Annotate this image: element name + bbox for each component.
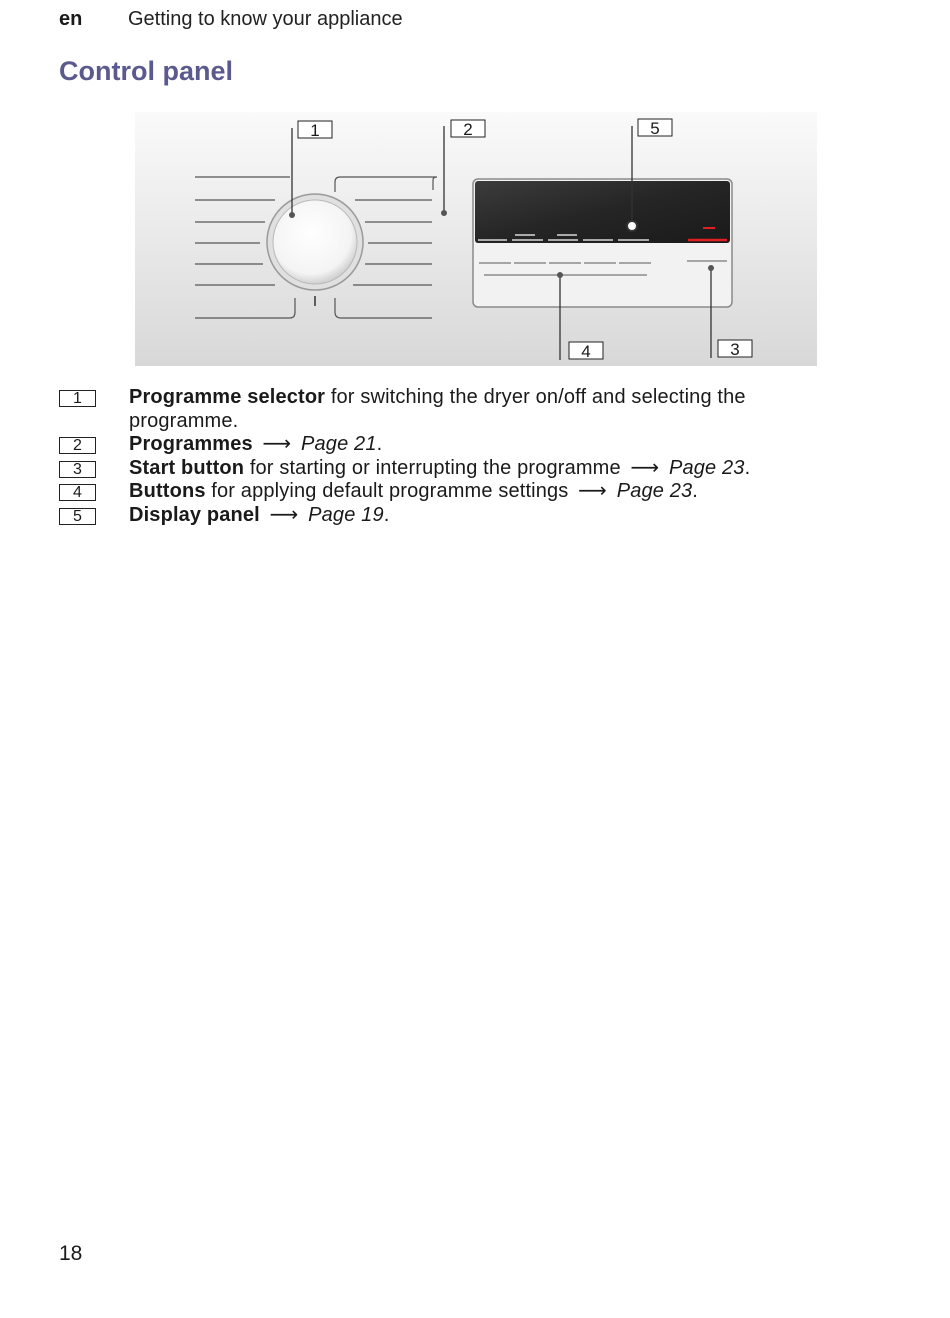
callout-1: 1 bbox=[310, 121, 320, 140]
callout-5: 5 bbox=[650, 119, 660, 138]
page-title: Control panel bbox=[59, 56, 233, 86]
callout-2: 2 bbox=[463, 120, 473, 139]
page-reference[interactable]: Page 23 bbox=[616, 480, 693, 502]
legend-term: Start button bbox=[129, 456, 245, 479]
legend-description: for starting or interrupting the programme bbox=[244, 456, 621, 479]
arrow-icon: ⟶ bbox=[630, 456, 660, 479]
legend-term: Buttons bbox=[129, 480, 206, 502]
page-reference[interactable]: Page 23 bbox=[669, 456, 745, 479]
legend-term: Display panel bbox=[129, 503, 260, 526]
arrow-icon: ⟶ bbox=[262, 433, 292, 455]
control-panel-illustration bbox=[135, 112, 817, 366]
header-section-title: Getting to know your appliance bbox=[128, 8, 403, 30]
legend-term: Programme selector bbox=[129, 386, 326, 408]
legend-term: Programmes bbox=[129, 433, 253, 455]
page-number: 18 bbox=[59, 1242, 83, 1265]
legend-item: 3 Start button for starting or interrupting the programme ⟶ Page 23. bbox=[59, 457, 829, 481]
callout-3: 3 bbox=[730, 340, 740, 359]
page-reference[interactable]: Page 19 bbox=[308, 503, 384, 526]
legend-item: 5 Display panel ⟶ Page 19. bbox=[59, 504, 829, 528]
legend-number: 5 bbox=[59, 508, 96, 525]
legend-item bbox=[59, 386, 829, 433]
legend-list bbox=[59, 386, 829, 527]
legend-number: 4 bbox=[59, 484, 96, 501]
arrow-icon: ⟶ bbox=[269, 503, 299, 526]
legend-number: 3 bbox=[59, 461, 96, 478]
page-reference[interactable]: Page 21 bbox=[301, 433, 377, 455]
legend-item: 2 Programmes ⟶ Page 21. bbox=[59, 433, 829, 457]
legend-item: 4 Buttons for applying default programme settings ⟶ Page 23. bbox=[59, 480, 829, 504]
header-language: en bbox=[59, 8, 83, 30]
legend-number: 2 bbox=[59, 437, 96, 454]
legend-description: for switching the dryer on/off and selecting the programme. bbox=[129, 386, 746, 432]
control-panel-figure bbox=[135, 112, 817, 366]
legend-number: 1 bbox=[59, 390, 96, 407]
display-panel bbox=[473, 179, 732, 307]
arrow-icon: ⟶ bbox=[578, 480, 607, 502]
legend-description: for applying default programme settings bbox=[205, 480, 569, 502]
callout-4: 4 bbox=[581, 342, 591, 361]
